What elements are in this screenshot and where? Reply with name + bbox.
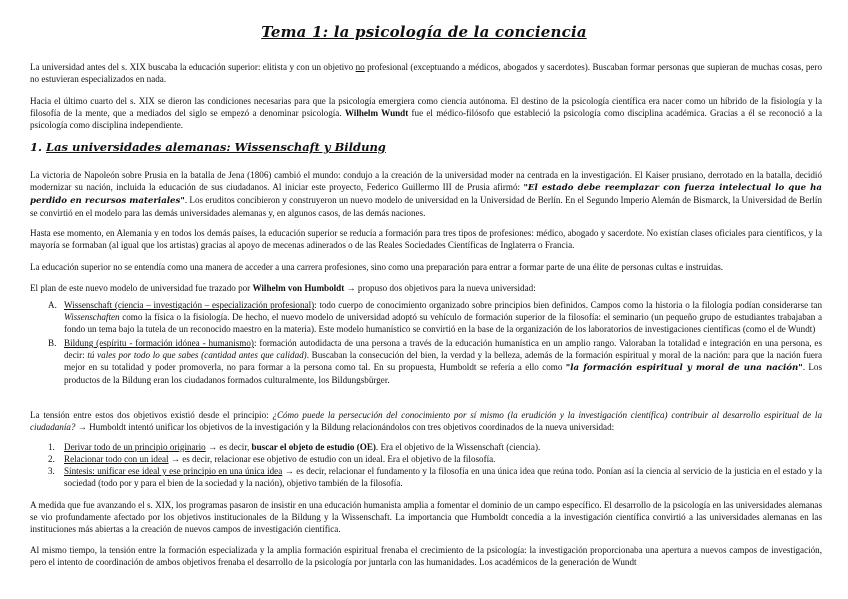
emphasis-no: no [355, 62, 365, 72]
section-heading-title: Las universidades alemanas: Wissenschaft y Bildung [46, 140, 386, 154]
paragraph-higher-education-professions: Hasta ese momento, en Alemania y en todos los demás países, la educación superior se reducía a formación para tres tipos de profesiones: médico, abogado y sacerdote. No existían clases oficiales para científicos, y la mayoría se formaban (al igual que los artistas) gracias al apoyo de mecenas adinerados o de las Reales Sociedades Científicas de Inglaterra o Francia. [30, 228, 822, 250]
list-marker: A. [48, 300, 57, 310]
paragraph-university-before-xix: La universidad antes del s. XIX buscaba la educación superior: elitista y con un objetivo no profesional (exceptuando a médicos, abogados y sacerdotes). Buscaban formar personas que supieran de muchas cosas, pero no estuvieran especializados en nada. [30, 62, 822, 84]
list-item-relacionar: 2. Relacionar todo con un ideal → es decir, relacionar ese objetivo de estudio con un ideal. Era el objetivo de la filosofía. [48, 454, 496, 464]
paragraph-napoleon-prussia: La victoria de Napoleón sobre Prusia en la batalla de Jena (1806) cambió el mundo: condujo a la creación de la universidad moder na centrada en la investigación. El Kaiser prusiano, derrotado en la batalla, decidió modernizar su nación, incluida la educación de sus ciudadanos. Al iniciar este proyecto, Federico Guillermo III de Prusia afirmó: "El estado debe reemplazar con fuerza intelectual lo que ha perdido en recursos materiales". Los eruditos concibieron y construyeron un nuevo modelo de universidad en la Universidad de Berlín. En el Segundo Imperio Alemán de Bismarck, la Universidad de Berlín se convirtió en el modelo para las demás universidades alemanas y, en algunos casos, de las demás naciones. [30, 170, 822, 218]
paragraph-tension-growth: Al mismo tiempo, la tensión entre la formación especializada y la amplia formación espiritual frenaba el crecimiento de la psicología: la investigación proporcionaba una apertura a nuevos campos de investigación, pero el intento de coordinación de ambos objetivos frenaba el desarrollo de la psicología por juntarla con las humanidades. Los académicos de la generación de Wundt [30, 545, 822, 567]
section-heading-1: 1. Las universidades alemanas: Wissenschaft y Bildung [30, 140, 386, 154]
term-wissenschaft: Wissenschaft (ciencia – investigación – especialización profesional) [64, 300, 315, 310]
paragraph-tension-objectives: La tensión entre estos dos objetivos existió desde el principio: ¿Cómo puede la persecución del conocimiento por sí mismo (la erudición y la investigación científica) contribuir al desarrollo espiritual de la ciudadanía? → Humboldt intentó unificar los objetivos de la investigación y la Bildung relacionándolos con tres objetivos coordinados de la nueva universidad: [30, 410, 822, 432]
paragraph-xix-programs: A medida que fue avanzando el s. XIX, los programas pasaron de insistir en una educación humanista amplia a fomentar el dominio de un campo específico. El desarrollo de la psicología en las universidades alemanas se vio profundamente afectado por los objetivos institucionales de la Bildung y la Wissenschaft. La importancia que Humboldt concedía a la investigación científica convirtió a las universidades alemanas en las instituciones más abiertas a la creación de nuevos campos de investigación científica. [30, 500, 822, 534]
page-title: Tema 1: la psicología de la conciencia [261, 23, 587, 41]
list-marker: 3. [48, 466, 55, 476]
paragraph-higher-education-elite: La educación superior no se entendía como una manera de acceder a una carrera profesiones, sino como una preparación para entrar a formar parte de una élite de personas cultas e instruidas. [30, 262, 724, 272]
term-bildung: Bildung (espíritu - formación idónea - humanismo) [64, 338, 254, 348]
coordinated-objectives-list [30, 441, 822, 489]
name-wilhelm-von-humboldt: Wilhelm von Humboldt [252, 283, 345, 293]
list-item-wissenschaft: A. Wissenschaft (ciencia – investigación – especialización profesional): todo cuerpo de conocimiento organizado sobre principios bien definidos. Campos como la historia o la filología podían considerarse tan Wissenschaften como la física o la fisiología. De hecho, el nuevo modelo de universidad adoptó su vehículo de formación superior de la filosofía: el seminario (un pequeño grupo de estudiantes trabajaban a fondo un tema bajo la tutela de un reconocido maestro en la materia). Este modelo humanístico se convirtió en la base de la organización de los laboratorios de investigaciones científicas (como el de Wundt) [48, 300, 822, 334]
list-item-bildung: B. Bildung (espíritu - formación idónea - humanismo): formación autodidacta de una persona a través de la educación humanística en un amplio rango. Valoraban la totalidad e integración en una persona, es decir: tú vales por todo lo que sabes (cantidad antes que calidad). Buscaban la consecución del bien, la verdad y la belleza, además de la formación espiritual y moral de la nación: para que la nación fuera mejor en su totalidad y poder promoverla, no para formar a la persona como tal. En su propuesta, Humboldt se refería a ello como "la formación espiritual y moral de una nación". Los productos de la Bildung eran los ciudadanos formados culturalmente, los Bildungsbürger. [48, 338, 823, 385]
list-marker: B. [48, 338, 57, 348]
list-item-derivar: 1. Derivar todo de un principio originario → es decir, buscar el objeto de estudio (OE). Era el objetivo de la Wissenschaft (ciencia). [48, 442, 541, 452]
list-marker: 1. [48, 442, 55, 452]
list-marker: 2. [48, 454, 55, 464]
paragraph-psychology-emergence: Hacia el último cuarto del s. XIX se dieron las condiciones necesarias para que la psicología emergiera como ciencia autónoma. El destino de la psicología científica era nacer como un híbrido de la fisiología y la filosofía de la mente, que a mediados del siglo se empezó a denominar psicología. Wilhelm Wundt fue el médico-filósofo que estableció la psicología como disciplina académica. Gracias a él se reconoció a la psicología como disciplina independiente. [30, 96, 822, 130]
list-item-sintesis: 3. Síntesis: unificar ese ideal y ese principio en una única idea → es decir, relacionar el fundamento y la filosofía en una única idea que reúna todo. Ponían así la ciencia al servicio de la justicia en el estado y la sociedad (todo por y para el bien de la sociedad y la nación), objetivo también de la filosofía. [48, 466, 822, 488]
paragraph-humboldt-plan: El plan de este nuevo modelo de universidad fue trazado por Wilhelm von Humboldt → propuso dos objetivos para la nueva universidad: [30, 283, 536, 293]
quote-federico-guillermo: "El estado debe reemplazar con fuerza intelectual lo que ha perdido en recursos materiales" [30, 183, 822, 206]
question-italic: ¿Cómo puede la persecución del conocimiento por sí mismo (la erudición y la investigación científica) contribuir al desarrollo espiritual de la ciudadanía? [30, 410, 822, 432]
objectives-list [30, 299, 822, 386]
name-wilhelm-wundt: Wilhelm Wundt [344, 108, 409, 118]
quote-humboldt: "la formación espiritual y moral de una nación" [565, 363, 803, 373]
